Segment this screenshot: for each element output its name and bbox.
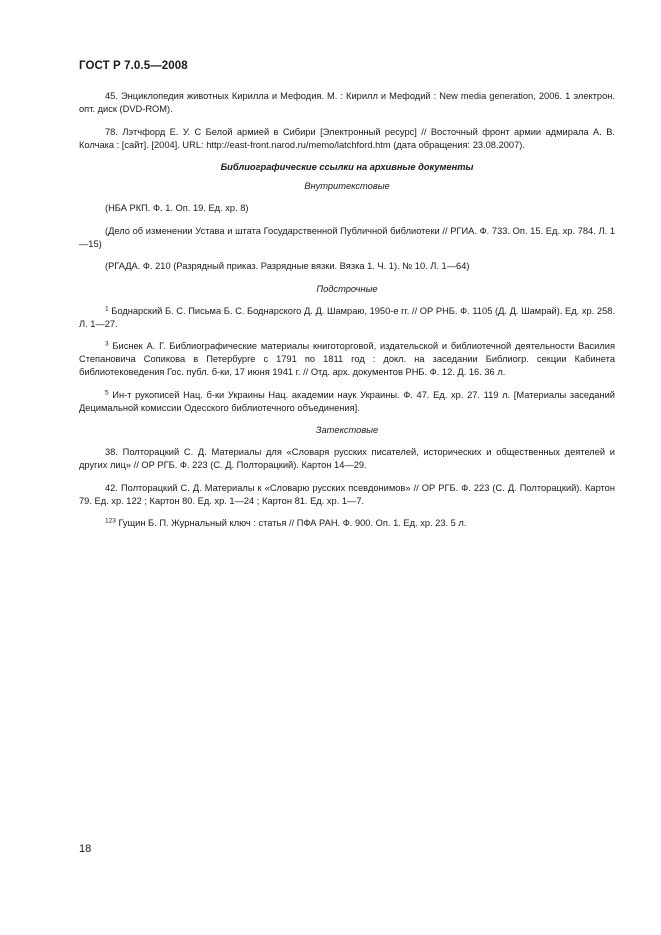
- footnote-reference: [79, 340, 615, 379]
- subheading-footnote: Подстрочные: [316, 283, 378, 294]
- archive-reference: (РГАДА. Ф. 210 (Разрядный приказ. Разрядные вязки. Вязка 1. Ч. 1). № 10. Л. 1—64): [105, 261, 470, 271]
- page-number: 18: [79, 843, 92, 855]
- subheading-endnote: Затекстовые: [315, 425, 379, 435]
- endnote-reference: 38. Полторацкий С. Д. Материалы для «Словаря русских писателей, исторических и общественных деятелей и других лиц» // ОР РГБ. Ф. 223 (С. Д. Полторацкий). Картон 14—29.: [79, 447, 615, 470]
- archive-reference: (Дело об изменении Устава и штата Государственной Публичной библиотеки // РГИА. Ф. 733. Оп. 15. Ед. хр. 784. Л. 1—15): [79, 225, 615, 249]
- endnote-reference: [79, 517, 615, 530]
- document-body: [79, 90, 615, 540]
- endnote-mark: 123: [105, 517, 116, 525]
- footnote-text: Биснек А. Г. Библиографические материалы книготорговой, издательской и библиотечной деятельности Василия Степановича Сопикова в Петербурге с 1791 по 1811 год : докл. на заседании Библиогр. секции Кабинета библиотековедения Гос. публ. б-ки, 17 июня 1941 г. // Отд. арх. документов РНБ. Ф. 12. Д. 16. 36 л.: [79, 341, 615, 377]
- document-header: ГОСТ Р 7.0.5—2008: [79, 60, 188, 72]
- endnote-text: Гущин Б. П. Журнальный ключ : статья // ПФА РАН. Ф. 900. Оп. 1. Ед. хр. 23. 5 л.: [115, 518, 467, 528]
- footnote-reference: [79, 389, 615, 415]
- endnote-reference: 42. Полторацкий С. Д. Материалы к «Словарю русских псевдонимов» // ОР РГБ. Ф. 223 (С. Д. Полторацкий). Картон 79. Ед. хр. 122 ; Картон 80. Ед. хр. 1—24 ; Картон 81. Ед. хр. 1—7.: [79, 482, 615, 506]
- footnote-text: Боднарский Б. С. Письма Б. С. Боднарского Д. Д. Шамраю, 1950-е гг. // ОР РНБ. Ф. 1105 (Д. Д. Шамрай). Ед. хр. 258. Л. 1—27.: [79, 305, 615, 329]
- footnote-text: Ин-т рукописей Нац. б-ки Украины Нац. академии наук Украины. Ф. 47. Ед. хр. 27. 119 л. [Материалы заседаний Децимальной комиссии Одесского библиотечного объединения].: [79, 389, 615, 413]
- archive-reference: (НБА РКП. Ф. 1. Оп. 19. Ед. хр. 8): [105, 203, 249, 213]
- footnote-mark: 1: [105, 305, 109, 312]
- footnote-mark: 3: [105, 340, 109, 348]
- footnote-mark: 5: [105, 389, 109, 396]
- subheading-in-text: Внутритекстовые: [304, 181, 390, 191]
- footnote-reference: [79, 305, 615, 331]
- reference-entry: 45. Энциклопедия животных Кирилла и Мефодия. М. : Кирилл и Мефодий : New media generation, 2006. 1 электрон. опт. диск (DVD-ROM).: [79, 91, 615, 114]
- reference-entry: 78. Лэтчфорд Е. У. С Белой армией в Сибири [Электронный ресурс] // Восточный фронт армии адмирала А. В. Колчака : [сайт]. [2004]. URL: http://east-front.narod.ru/memo/latchford.htm (дата обращения: 23.08.2007).: [79, 126, 615, 150]
- section-title: Библиографические ссылки на архивные документы: [220, 162, 474, 172]
